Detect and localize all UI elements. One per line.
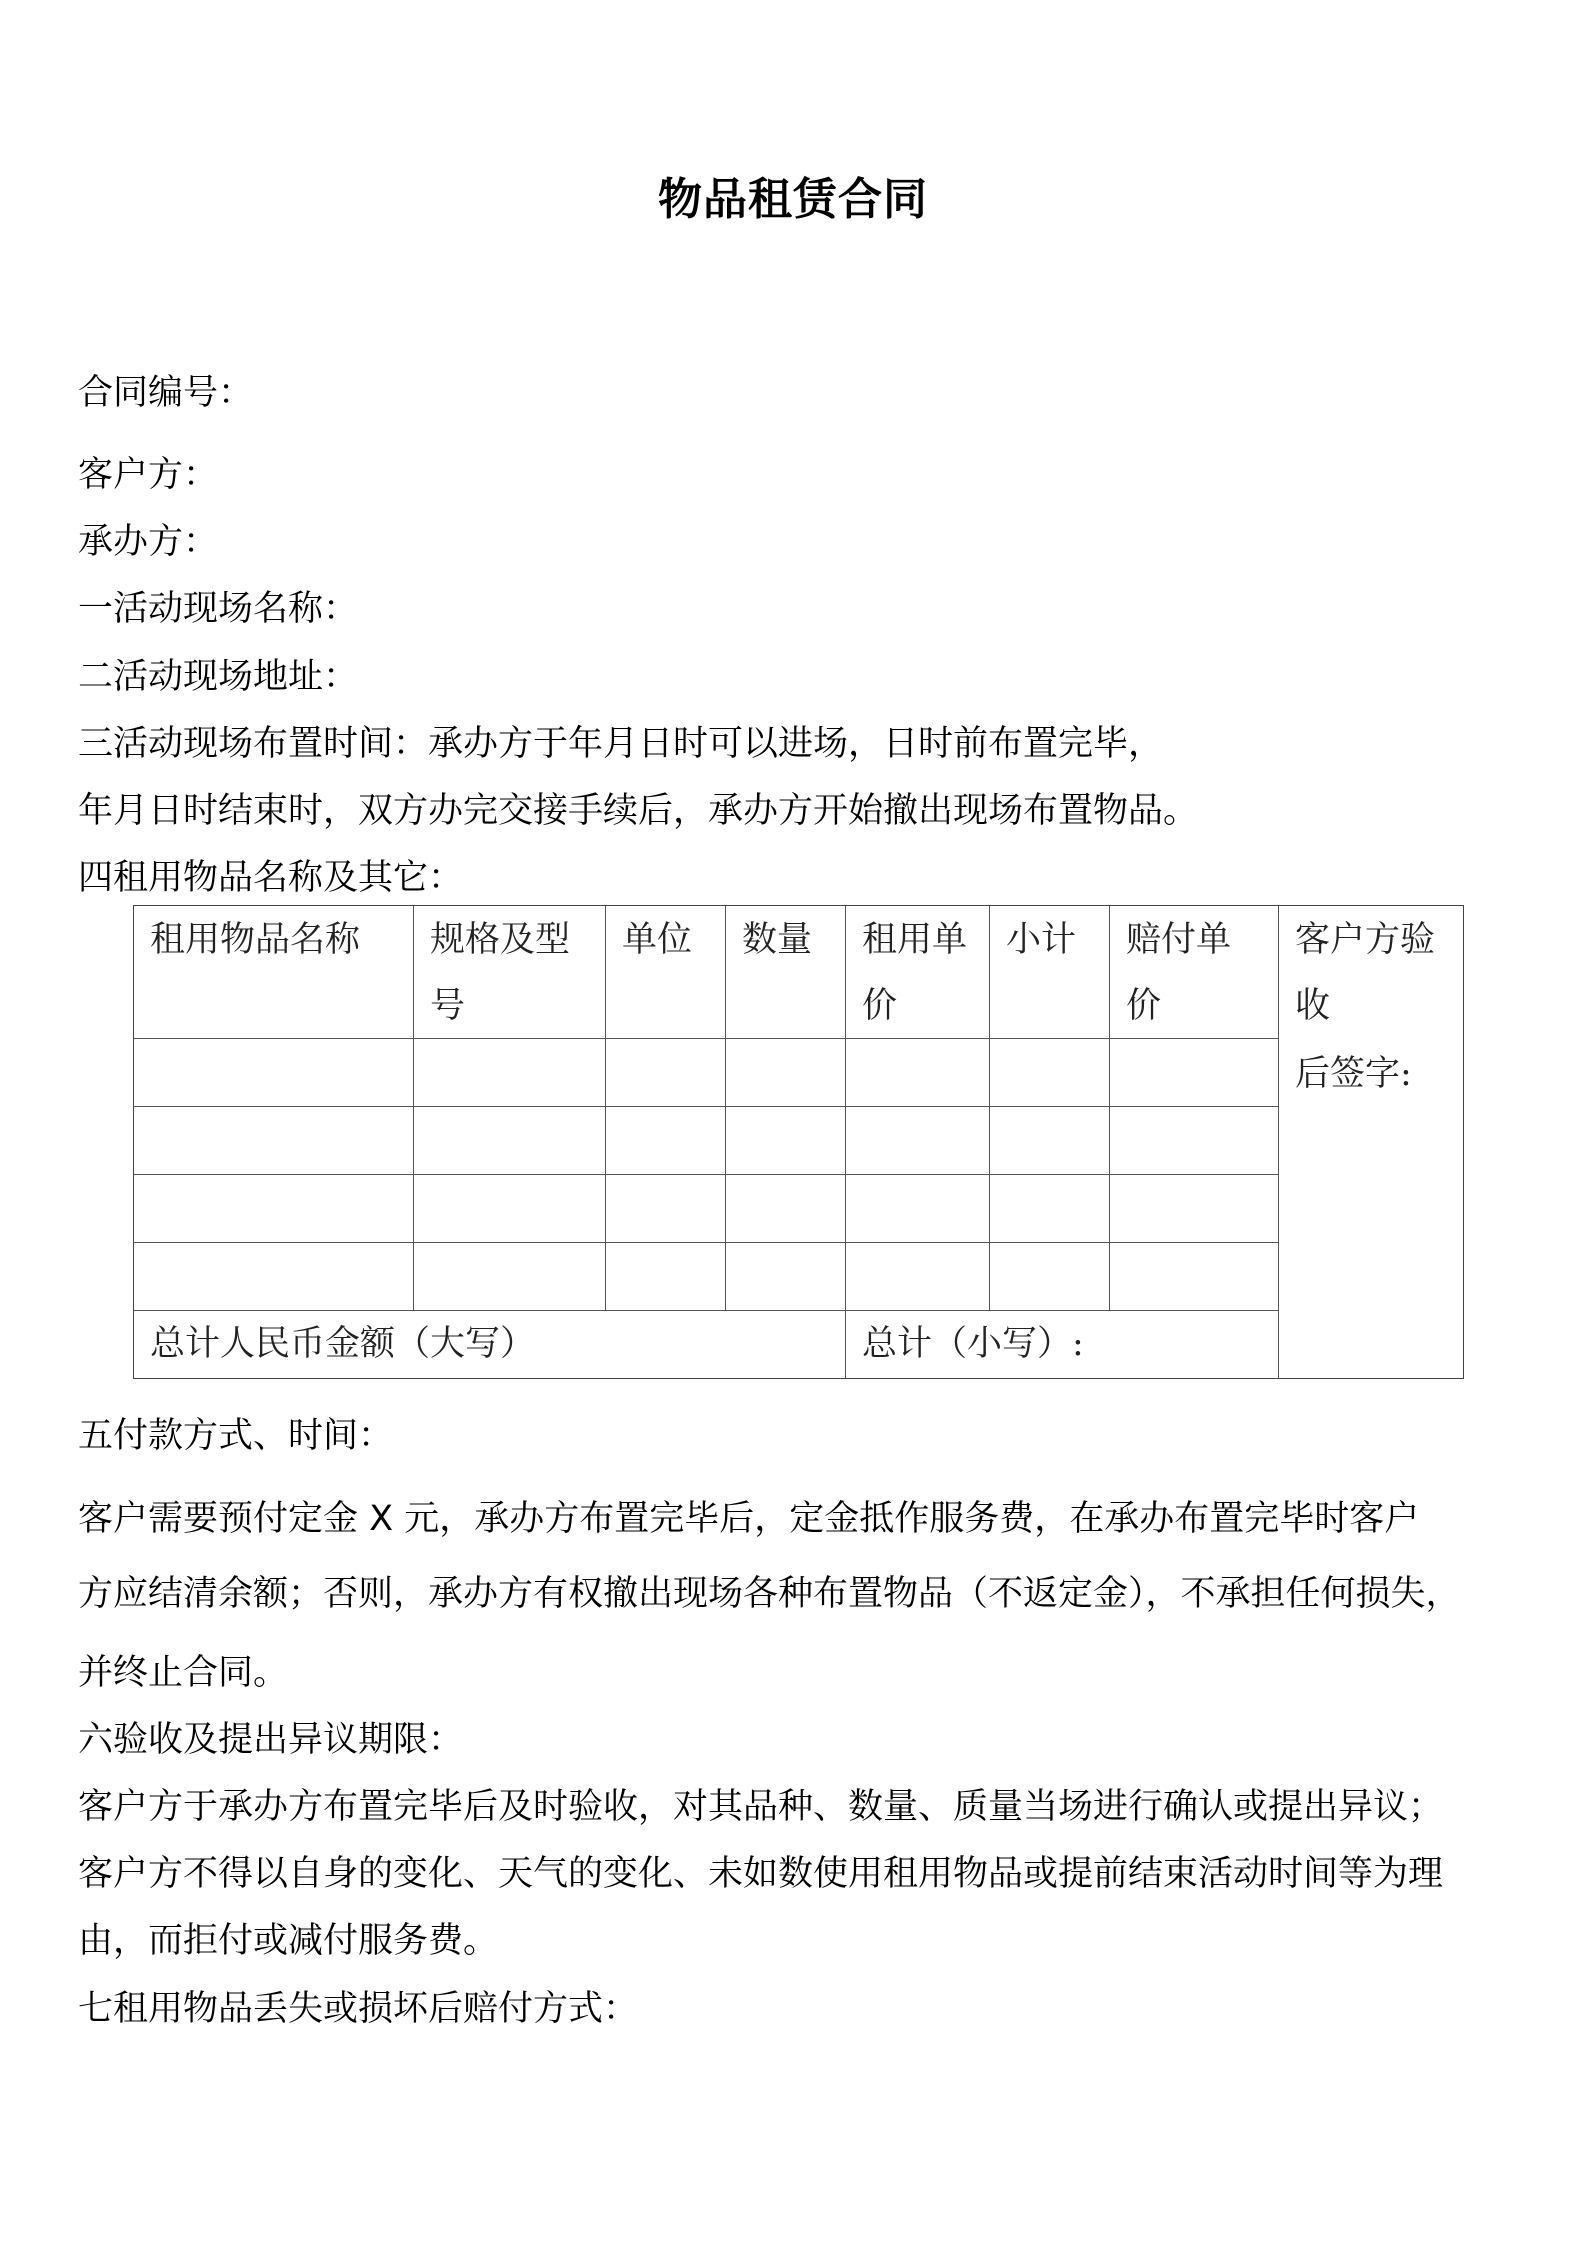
table-grid-line — [725, 1242, 726, 1310]
section6-line3: 由，而拒付或减付服务费。 — [78, 1921, 499, 1961]
section4-heading: 四租用物品名称及其它： — [78, 858, 464, 898]
header-customer-sign-line1: 客户方验 — [1295, 920, 1436, 960]
header-spec-line1: 规格及型 — [430, 920, 571, 960]
header-subtotal: 小计 — [1006, 920, 1077, 960]
section5-heading: 五付款方式、时间： — [78, 1416, 394, 1456]
section5-line3: 并终止合同。 — [78, 1653, 289, 1693]
contract-number-field: 合同编号： — [78, 373, 254, 413]
table-grid-line — [413, 906, 414, 1310]
header-quantity: 数量 — [742, 920, 813, 960]
table-grid-line — [134, 1106, 1278, 1107]
table-grid-line — [989, 1242, 990, 1310]
header-customer-sign-line2: 收 — [1295, 986, 1331, 1026]
section3-line1: 三活动现场布置时间：承办方于年月日时可以进场，日时前布置完毕， — [78, 724, 1164, 764]
table-grid-line — [989, 906, 990, 1242]
section5-line2: 方应结清余额；否则，承办方有权撤出现场各种布置物品（不返定金），不承担任何损失， — [78, 1574, 1461, 1614]
header-compensation-price-line2: 价 — [1126, 986, 1162, 1026]
header-unit-price-line1: 租用单 — [862, 920, 968, 960]
section6-line1: 客户方于承办方布置完毕后及时验收，对其品种、数量、质量当场进行确认或提出异议； — [78, 1787, 1444, 1827]
header-item-name: 租用物品名称 — [150, 920, 361, 960]
header-compensation-price-line1: 赔付单 — [1126, 920, 1232, 960]
section3-line2: 年月日时结束时，双方办完交接手续后，承办方开始撤出现场布置物品。 — [78, 791, 1199, 831]
header-customer-sign-line3: 后签字: — [1295, 1054, 1412, 1094]
table-grid-line — [605, 906, 606, 1242]
venue-name-field: 一活动现场名称： — [78, 589, 359, 629]
section7-heading: 七租用物品丢失或损坏后赔付方式： — [78, 1989, 639, 2029]
table-grid-line — [1278, 906, 1279, 1378]
table-grid-line — [134, 1174, 1278, 1175]
table-grid-line — [1109, 1242, 1110, 1310]
table-grid-line — [605, 1242, 606, 1310]
section5-line1: 客户需要预付定金 X 元，承办方布置完毕后，定金抵作服务费，在承办布置完毕时客户 — [78, 1499, 1420, 1539]
rental-items-table — [133, 905, 1464, 1379]
header-unit-price-line2: 价 — [862, 986, 898, 1026]
header-unit: 单位 — [622, 920, 693, 960]
table-grid-line — [134, 1038, 1278, 1039]
total-in-words-label: 总计人民币金额（大写） — [150, 1324, 536, 1364]
contractor-field: 承办方： — [78, 522, 219, 562]
total-in-figures-label: 总计（小写）: — [862, 1324, 1084, 1364]
page-title: 物品租赁合同 — [658, 174, 928, 225]
section6-heading: 六验收及提出异议期限： — [78, 1720, 464, 1760]
customer-field: 客户方： — [78, 455, 219, 495]
table-grid-line — [845, 906, 846, 1378]
venue-address-field: 二活动现场地址： — [78, 657, 359, 697]
table-grid-line — [1109, 906, 1110, 1242]
table-grid-line — [134, 1242, 1278, 1243]
header-spec-line2: 号 — [430, 986, 466, 1026]
table-grid-line — [725, 906, 726, 1242]
section6-line2: 客户方不得以自身的变化、天气的变化、未如数使用租用物品或提前结束活动时间等为理 — [78, 1854, 1444, 1894]
